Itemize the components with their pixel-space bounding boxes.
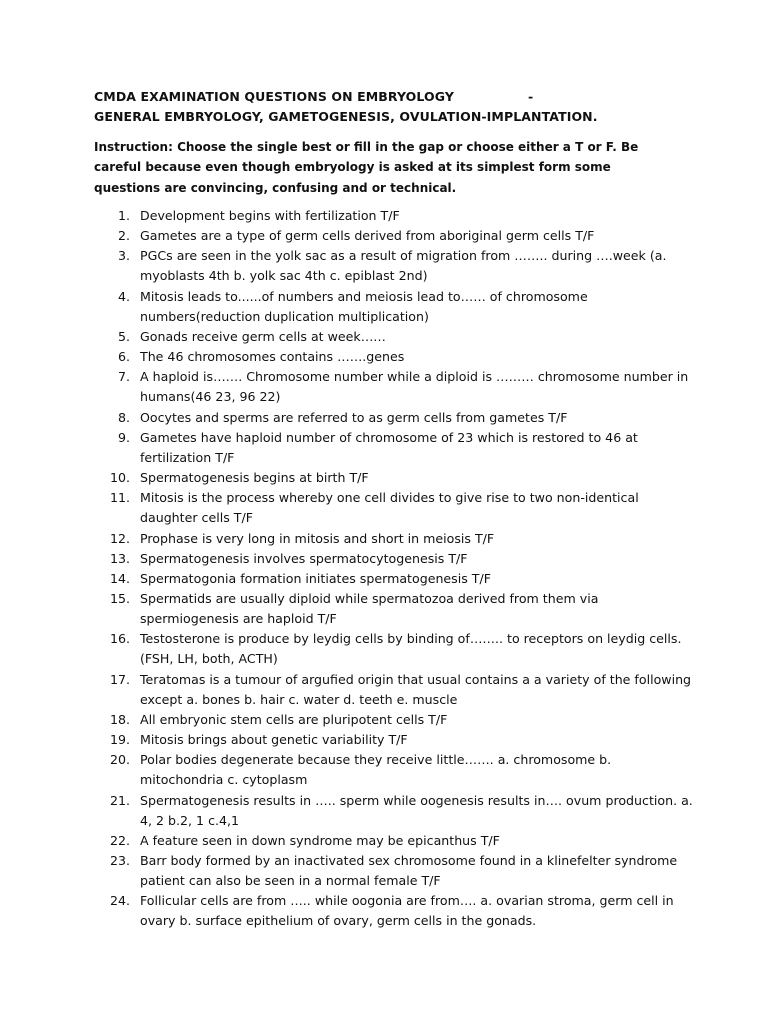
question-item [94, 851, 694, 891]
title-line-2: GENERAL EMBRYOLOGY, GAMETOGENESIS, OVULATION-IMPLANTATION. [94, 109, 598, 124]
question-text: Mitosis brings about genetic variability T/F [140, 732, 408, 748]
title-dash: - [528, 89, 534, 104]
question-text: Spermatogenesis results in ….. sperm while oogenesis results in…. ovum production. a. 4, 2 b.2, 1 c.4,1 [140, 792, 693, 828]
question-number: 19. [109, 732, 130, 748]
question-text: Gametes are a type of germ cells derived from aboriginal germ cells T/F [140, 228, 595, 244]
question-text: Spermatids are usually diploid while spermatozoa derived from them via spermiogenesis are haploid T/F [140, 590, 599, 627]
question-item [94, 730, 694, 750]
question-item [94, 246, 694, 286]
question-item [94, 428, 694, 468]
question-text: A feature seen in down syndrome may be epicanthus T/F [140, 832, 500, 848]
question-text: Spermatogenesis begins at birth T/F [140, 470, 369, 486]
question-text: Testosterone is produce by leydig cells by binding of…….. to receptors on leydig cells.(FSH, LH, both, ACTH) [140, 631, 682, 667]
question-number: 5. [117, 328, 130, 344]
question-text: Mitosis leads to......of numbers and meiosis lead to…… of chromosome numbers(reduction duplication multiplication) [140, 288, 588, 324]
question-item [94, 226, 694, 246]
question-item [94, 367, 694, 407]
question-item [94, 206, 694, 226]
question-text: The 46 chromosomes contains …….genes [140, 349, 405, 365]
question-number: 6. [117, 349, 130, 365]
question-list [94, 206, 694, 932]
question-text: Polar bodies degenerate because they receive little……. a. chromosome b. mitochondria c. cytoplasm [140, 752, 612, 788]
question-number: 14. [109, 570, 130, 586]
question-number: 3. [117, 248, 130, 264]
question-text: All embryonic stem cells are pluripotent cells T/F [140, 711, 448, 727]
question-number: 23. [109, 853, 130, 868]
question-number: 17. [109, 671, 130, 687]
question-text: Development begins with fertilization T/F [140, 208, 400, 223]
question-text: Spermatogonia formation initiates spermatogenesis T/F [140, 570, 491, 586]
question-number: 11. [109, 490, 130, 506]
question-item [94, 589, 694, 629]
question-number: 21. [109, 792, 130, 808]
question-number: 16. [109, 631, 130, 647]
question-item [94, 488, 694, 528]
question-item [94, 529, 694, 549]
question-number: 2. [117, 228, 130, 244]
question-text: Barr body formed by an inactivated sex chromosome found in a klinefelter syndrome patient can also be seen in a normal female T/F [140, 853, 678, 889]
question-number: 9. [117, 429, 130, 445]
question-item [94, 670, 694, 710]
question-item [94, 287, 694, 327]
question-number: 24. [109, 893, 130, 909]
question-text: Oocytes and sperms are referred to as germ cells from gametes T/F [140, 409, 568, 425]
question-item [94, 710, 694, 730]
question-text: Spermatogenesis involves spermatocytogenesis T/F [140, 550, 468, 566]
question-number: 1. [117, 208, 130, 223]
question-text: Mitosis is the process whereby one cell divides to give rise to two non-identical daughter cells T/F [140, 490, 639, 526]
question-item [94, 327, 694, 347]
question-text: Teratomas is a tumour of argufied origin that usual contains a a variety of the following except a. bones b. hair c. water d. teeth e. muscle [140, 671, 692, 707]
question-item [94, 831, 694, 851]
question-item [94, 629, 694, 669]
question-item [94, 791, 694, 831]
question-number: 12. [109, 530, 130, 546]
question-number: 8. [117, 409, 130, 425]
question-text: Prophase is very long in mitosis and short in meiosis T/F [140, 530, 495, 546]
title-line-1 [94, 89, 534, 104]
question-item [94, 408, 694, 428]
question-item [94, 468, 694, 488]
question-item [94, 347, 694, 367]
question-number: 7. [117, 369, 130, 385]
title-text: CMDA EXAMINATION QUESTIONS ON EMBRYOLOGY [94, 89, 454, 104]
question-text: A haploid is……. Chromosome number while a diploid is ……… chromosome number in humans(46 23, 96 22) [140, 369, 689, 405]
question-number: 18. [109, 711, 130, 727]
question-number: 13. [109, 550, 130, 566]
question-item [94, 549, 694, 569]
question-text: Gametes have haploid number of chromosome of 23 which is restored to 46 at fertilization T/F [140, 429, 638, 465]
question-item [94, 750, 694, 790]
instruction-paragraph: Instruction: Choose the single best or fill in the gap or choose either a T or F. Be careful because even though embryology is asked at its simplest form some questions are convincing, confusing and or technical. [94, 140, 639, 195]
question-number: 4. [117, 288, 130, 304]
question-text: Gonads receive germ cells at week…… [140, 328, 386, 344]
question-number: 20. [109, 752, 130, 768]
question-text: Follicular cells are from ….. while oogonia are from…. a. ovarian stroma, germ cell in ovary b. surface epithelium of ovary, germ cells in the gonads. [140, 893, 674, 929]
question-number: 10. [109, 470, 130, 486]
question-number: 15. [109, 590, 130, 606]
question-number: 22. [109, 832, 130, 848]
question-item [94, 569, 694, 589]
question-item [94, 891, 694, 931]
question-text: PGCs are seen in the yolk sac as a result of migration from …….. during ….week (a. myoblasts 4th b. yolk sac 4th c. epiblast 2nd) [140, 248, 667, 284]
